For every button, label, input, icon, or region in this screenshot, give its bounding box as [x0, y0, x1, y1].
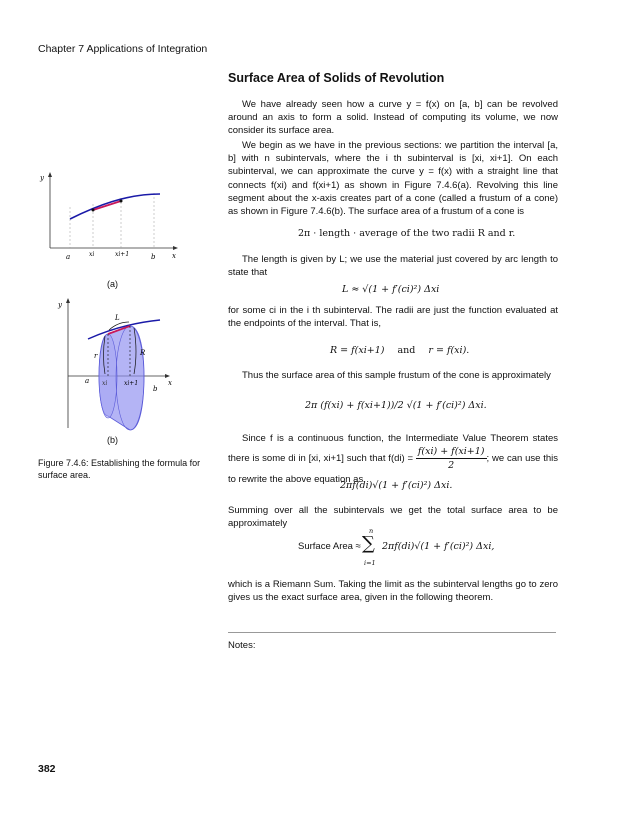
figure-b-label-xi1: xi+1	[124, 380, 139, 387]
sum-lower-limit: i=1	[364, 559, 376, 567]
equation-sample: 2π (f(xi) + f(xi+1))/2 √(1 + f′(ci)²) Δxi.	[305, 400, 487, 411]
figure-a-curve	[70, 194, 160, 219]
figure-a-diagram	[36, 172, 186, 264]
figure-a-label-x: x	[172, 252, 176, 260]
figure-a-label-xi: xi	[89, 251, 95, 258]
figure-a-label-a: a	[66, 253, 71, 261]
figure-b-label-R: R	[140, 349, 146, 357]
equation-radius-R: R = f(xi+1)	[330, 345, 385, 356]
figure-b-y-arrow	[66, 298, 70, 303]
figure-b-diagram	[56, 298, 176, 434]
figure-b-x-arrow	[165, 374, 170, 378]
section-title: Surface Area of Solids of Revolution	[228, 71, 445, 85]
notes-divider	[228, 632, 556, 633]
paragraph-length-text: The length is given by L; we use the material just covered by arc length to state that	[228, 254, 558, 279]
paragraph-length	[228, 253, 558, 279]
figure-b-label-y: y	[58, 301, 62, 309]
figure-a-point-xi	[92, 209, 95, 212]
paragraph-ivt-tail: ; we can use this to rewrite the above equation as	[228, 453, 558, 485]
paragraph-sample-text: Thus the surface area of this sample frustum of the cone is approximately	[242, 370, 551, 381]
figure-a-x-arrow	[173, 246, 178, 250]
figure-b-label-xi: xi	[102, 380, 108, 387]
average-denominator: 2	[448, 460, 455, 472]
figure-a-sublabel: (a)	[107, 279, 118, 289]
equation-frustum: 2π · length · average of the two radii R and r.	[298, 228, 516, 239]
figure-b-sublabel: (b)	[107, 435, 118, 445]
figure-b-label-b: b	[153, 385, 158, 393]
paragraph-intro-text: We have already seen how a curve y = f(x) on [a, b] can be revolved around an axis to form a solid. Instead of computing its volume, we now consider its surface area.	[228, 99, 558, 137]
paragraph-radii	[228, 304, 558, 330]
equation-rewrite: 2πf(di)√(1 + f′(ci)²) Δxi.	[340, 480, 453, 491]
equation-arc-length: L ≈ √(1 + f′(ci)²) Δxi	[342, 284, 440, 295]
sum-label: Surface Area ≈	[298, 541, 361, 552]
paragraph-radii-text: for some ci in the i th subinterval. The radii are just the function evaluated at the endpoints of the interval. That is,	[228, 305, 558, 330]
paragraph-summing-text: Summing over all the subintervals we get the total surface area to be approximately	[228, 505, 558, 530]
figure-b-label-r: r	[94, 352, 98, 360]
figure-a-secant-segment	[93, 201, 121, 210]
paragraph-ivt-text: Since f is a continuous function, the Intermediate Value Theorem states there is some di in [xi, xi+1] such that f(di) =	[228, 433, 558, 465]
paragraph-riemann-text: which is a Riemann Sum. Taking the limit as the subinterval lengths go to zero gives us the exact surface area, given in the following theorem.	[228, 579, 558, 604]
sum-upper-limit: n	[369, 527, 374, 535]
figure-b-label-L: L	[115, 314, 120, 322]
page-number: 382	[38, 763, 56, 775]
paragraph-riemann	[228, 578, 558, 604]
chapter-header: Chapter 7 Applications of Integration	[38, 43, 208, 55]
sum-body: 2πf(di)√(1 + f′(ci)²) Δxi,	[382, 541, 495, 552]
average-numerator: f(xi) + f(xi+1)	[416, 445, 487, 459]
figure-a-point-xi1	[120, 200, 123, 203]
equation-and: and	[397, 345, 416, 356]
paragraph-partition-text: We begin as we have in the previous sections: we partition the interval [a, b] with n subintervals, where the i th subinterval is [xi, xi+1]. On each subinterval, we can approximate the curve y = f(x) with a straight line that connects f(xi) and f(xi+1) as shown in Figure 7.4.6(a). Revolving this line segment about the x-axis creates part of a cone (called a frustum of a cone) as shown in Figure 7.4.6(b). The surface area of a frustum of a cone is	[228, 140, 558, 218]
paragraph-partition	[228, 139, 558, 218]
figure-b-label-a: a	[85, 377, 90, 385]
equation-radius-r: r = f(xi).	[428, 345, 470, 356]
equation-radii	[330, 345, 469, 356]
sigma-symbol: ∑	[362, 533, 375, 554]
figure-a-label-xi1: xi+1	[115, 251, 130, 258]
notes-label: Notes:	[228, 640, 256, 651]
figure-a-label-b: b	[151, 253, 156, 261]
figure-b-label-x: x	[168, 379, 172, 387]
figure-caption: Figure 7.4.6: Establishing the formula for surface area.	[38, 458, 201, 480]
figure-a-y-arrow	[48, 172, 52, 177]
equation-sum	[298, 527, 538, 571]
paragraph-ivt	[228, 432, 558, 486]
equation-average	[416, 445, 487, 472]
paragraph-sample	[228, 369, 558, 382]
paragraph-intro	[228, 98, 558, 138]
figure-a-label-y: y	[40, 174, 44, 182]
